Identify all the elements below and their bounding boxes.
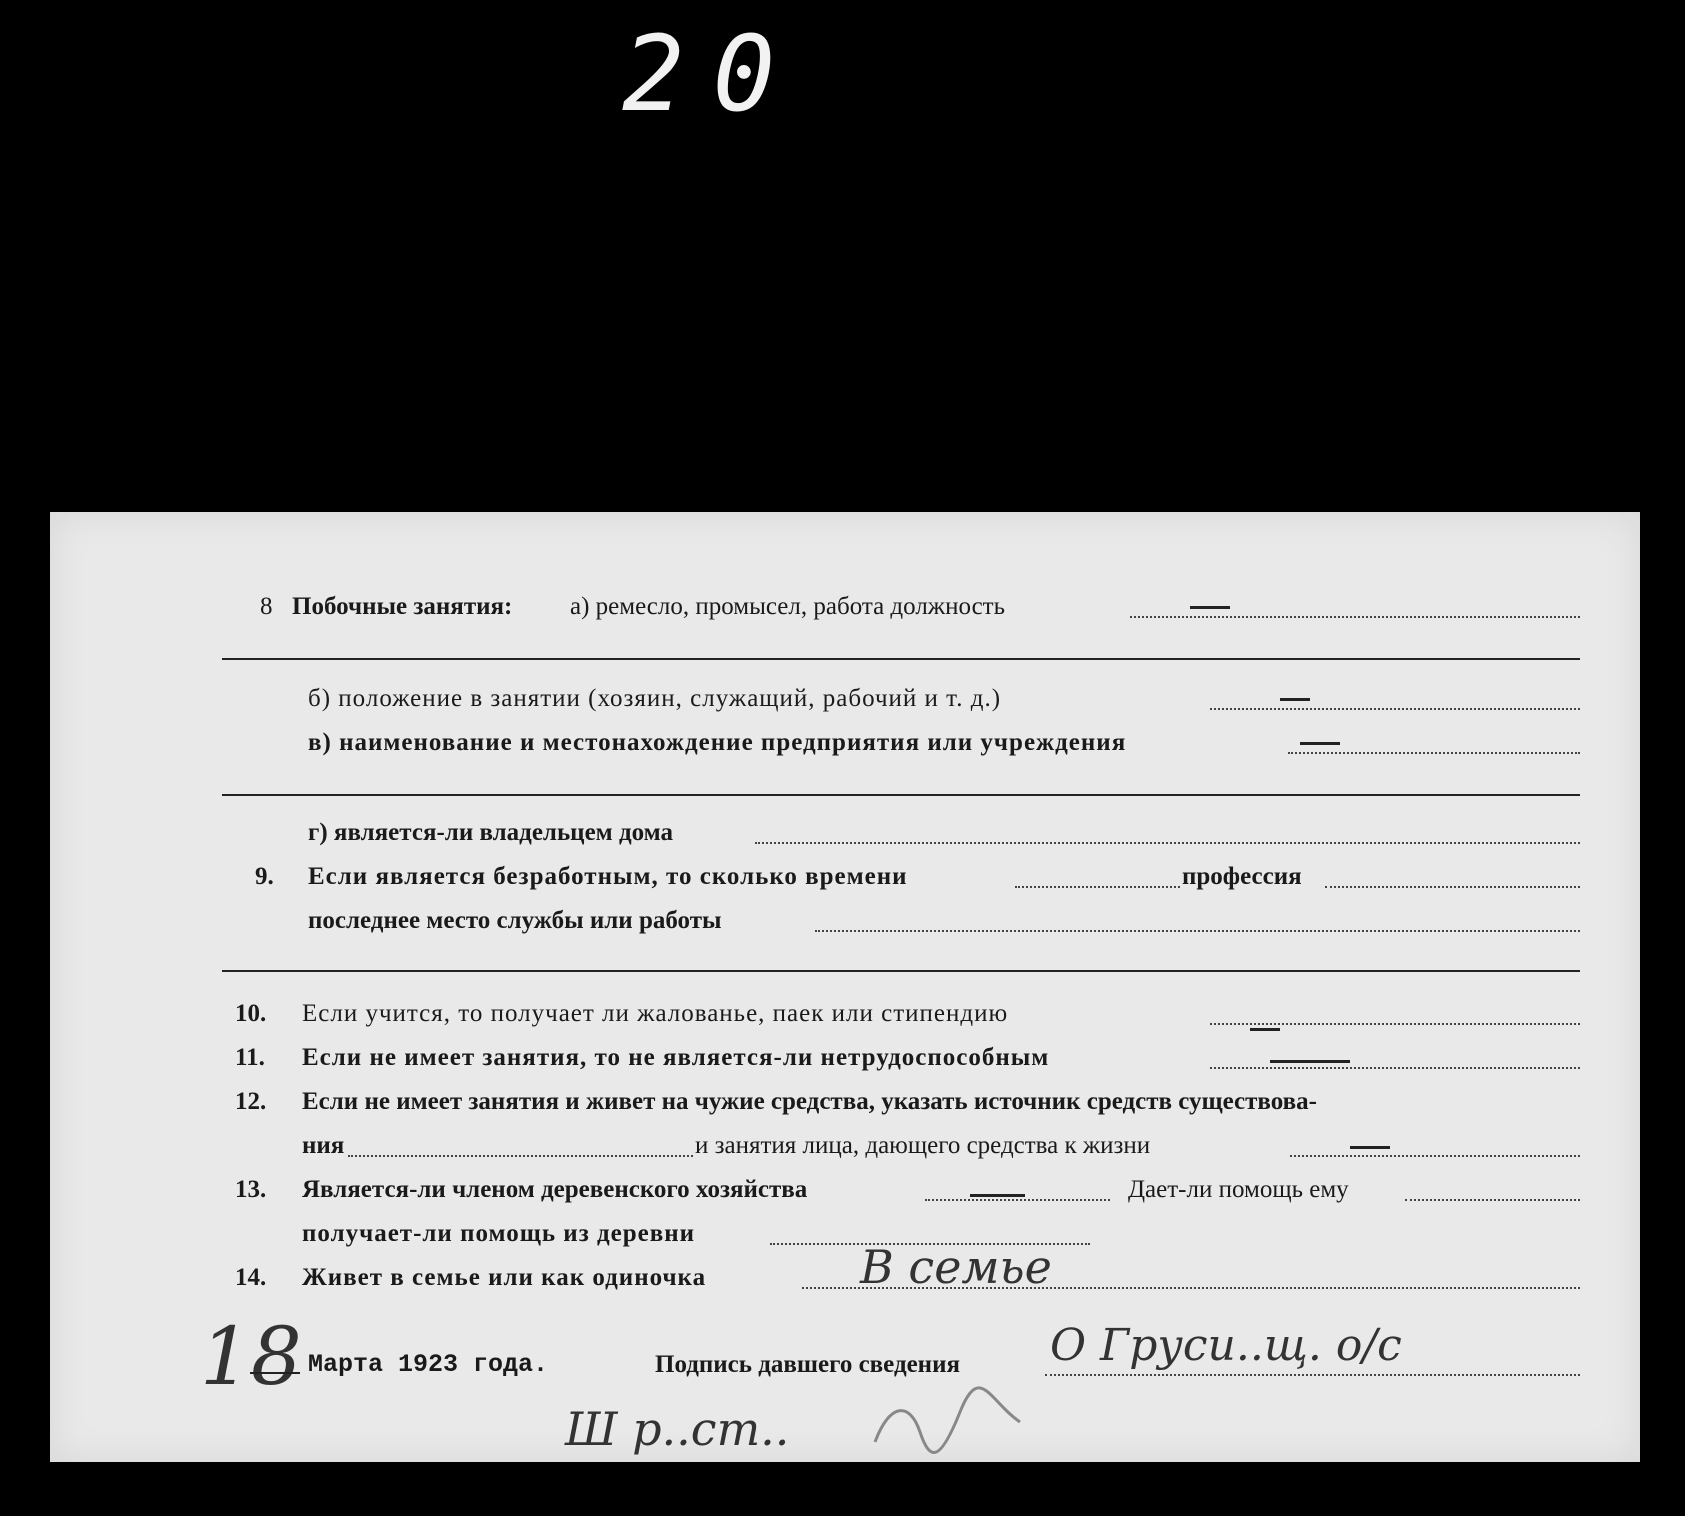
q8-g-label: г) является-ли владельцем дома bbox=[308, 819, 673, 846]
q14-label: Живет в семье или как одиночка bbox=[302, 1264, 707, 1291]
q13-number: 13. bbox=[235, 1176, 267, 1203]
footer-day: 18 bbox=[200, 1310, 302, 1403]
q14-handwritten-answer: В семье bbox=[860, 1240, 1052, 1294]
q13-line bbox=[925, 1199, 1110, 1201]
q13-label: Является-ли членом деревенского хозяйства bbox=[302, 1176, 808, 1203]
q9-prof-line bbox=[1325, 886, 1580, 888]
footer-sign-label: Подпись давшего сведения bbox=[655, 1351, 961, 1378]
q9-time-line bbox=[1015, 886, 1180, 888]
footer-sign-line bbox=[1045, 1374, 1580, 1376]
q8-v-label: в) наименование и местонахождение предприятия или учреждения bbox=[308, 729, 1127, 756]
footer-signature: О Груси..щ. о/с bbox=[1050, 1320, 1402, 1371]
q8-a-dash bbox=[1190, 606, 1230, 609]
q9-prof-label: профессия bbox=[1182, 863, 1302, 890]
q8-b-line bbox=[1210, 708, 1580, 710]
q13-dash bbox=[970, 1194, 1025, 1197]
q8-v-line bbox=[1288, 752, 1580, 754]
q8-b-dash bbox=[1280, 698, 1310, 701]
signature-scribble bbox=[870, 1392, 1030, 1462]
q12-number: 12. bbox=[235, 1088, 267, 1115]
form-card bbox=[50, 512, 1640, 1462]
q11-dash bbox=[1270, 1060, 1350, 1063]
q8-b-label: б) положение в занятии (хозяин, служащий, рабочий и т. д.) bbox=[308, 685, 1002, 712]
q8-a-label: а) ремесло, промысел, работа должность bbox=[570, 593, 1005, 620]
q8-number: 8 bbox=[260, 593, 273, 620]
q8-v-dash bbox=[1300, 742, 1340, 745]
q10-dash bbox=[1250, 1028, 1280, 1031]
q9-label: Если является безработным, то сколько времени bbox=[308, 863, 908, 890]
handwritten-note: Ш р..ст.. bbox=[565, 1402, 790, 1456]
q8-a-line bbox=[1130, 616, 1580, 618]
q12-b-label: и занятия лица, дающего средства к жизни bbox=[695, 1132, 1151, 1159]
q9-number: 9. bbox=[255, 863, 274, 890]
q11-line bbox=[1210, 1067, 1580, 1069]
q10-number: 10. bbox=[235, 1000, 267, 1027]
footer-date: Марта 1923 года. bbox=[308, 1350, 549, 1379]
q10-label: Если учится, то получает ли жалованье, паек или стипендию bbox=[302, 1000, 1009, 1027]
frame-number: 20 bbox=[622, 13, 804, 135]
q10-line bbox=[1210, 1023, 1580, 1025]
q13-help-line bbox=[1405, 1199, 1580, 1201]
q8-title: Побочные занятия: bbox=[292, 593, 513, 620]
q13-b-label: получает-ли помощь из деревни bbox=[302, 1220, 696, 1247]
q9-b-label: последнее место службы или работы bbox=[308, 907, 722, 934]
q12-b-line bbox=[1290, 1155, 1580, 1157]
q14-number: 14. bbox=[235, 1264, 267, 1291]
q12-b-start: ния bbox=[302, 1132, 345, 1159]
q12-label: Если не имеет занятия и живет на чужие средства, указать источник средств существова- bbox=[302, 1088, 1317, 1115]
q9-b-line bbox=[815, 930, 1580, 932]
q12-b-dash bbox=[1350, 1146, 1390, 1149]
q11-number: 11. bbox=[235, 1044, 265, 1071]
q8-line-2 bbox=[222, 658, 1580, 660]
q8-v-line-2 bbox=[222, 794, 1580, 796]
q13-help-label: Дает-ли помощь ему bbox=[1128, 1176, 1349, 1203]
q9-b-line-2 bbox=[222, 970, 1580, 972]
q8-g-line bbox=[755, 842, 1580, 844]
q12-b-source-line bbox=[348, 1155, 693, 1157]
footer-day-line bbox=[250, 1372, 300, 1374]
q11-label: Если не имеет занятия, то не является-ли нетрудоспособным bbox=[302, 1044, 1050, 1071]
